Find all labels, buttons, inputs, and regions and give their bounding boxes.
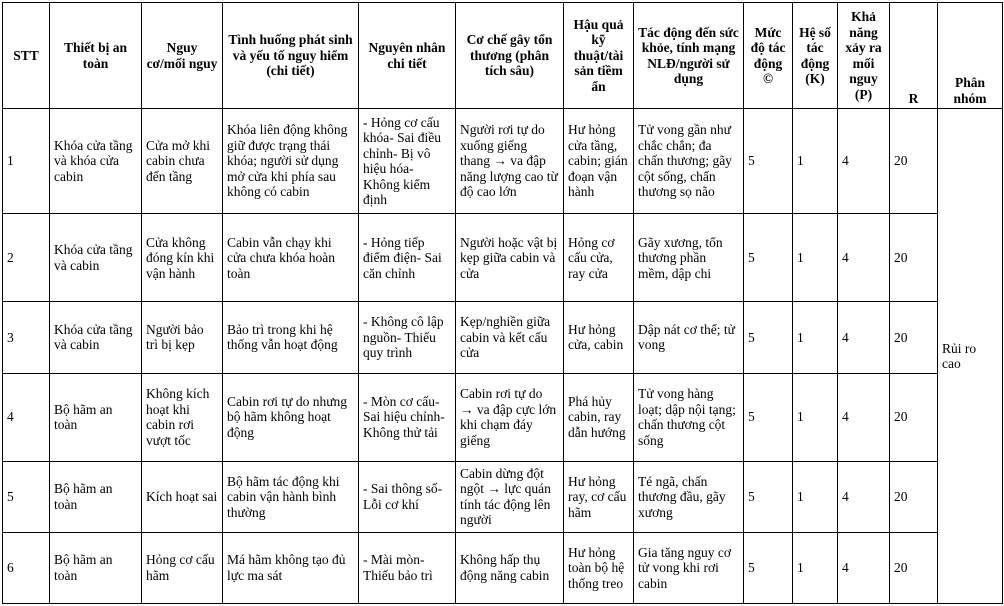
table-row <box>3 461 1003 532</box>
cell-device: Bộ hãm an toàn <box>50 461 142 532</box>
cell-technical: Hư hỏng toàn bộ hệ thống treo <box>564 532 634 603</box>
cell-probability: 4 <box>838 461 890 532</box>
cell-coef: 1 <box>793 461 838 532</box>
cell-hazard: Kích hoạt sai <box>142 461 223 532</box>
cell-device: Khóa cửa tầng và khóa cửa cabin <box>50 109 142 214</box>
cell-situation: Cabin vẫn chạy khi cửa chưa khóa hoàn toàn <box>223 214 359 302</box>
cell-cause: - Mài mòn- Thiếu bảo trì <box>359 532 456 603</box>
cell-severity: 5 <box>744 532 793 603</box>
cell-mechanism: Kẹp/nghiền giữa cabin và kết cấu cửa <box>456 302 564 373</box>
header-group: Phân nhóm <box>938 3 1003 109</box>
cell-device: Khóa cửa tầng và cabin <box>50 302 142 373</box>
cell-device: Bộ hãm an toàn <box>50 373 142 461</box>
header-hazard: Nguy cơ/mối nguy <box>142 3 223 109</box>
cell-probability: 4 <box>838 214 890 302</box>
cell-device: Khóa cửa tầng và cabin <box>50 214 142 302</box>
cell-health: Tử vong hàng loạt; dập nội tạng; chấn thương cột sống <box>634 373 744 461</box>
table-row <box>3 373 1003 461</box>
header-cause: Nguyên nhân chi tiết <box>359 3 456 109</box>
cell-coef: 1 <box>793 373 838 461</box>
cell-stt: 1 <box>3 109 50 214</box>
cell-severity: 5 <box>744 302 793 373</box>
cell-mechanism: Cabin rơi tự do → va đập cực lớn khi chạm đáy giếng <box>456 373 564 461</box>
cell-health: Tử vong gần như chắc chắn; đa chấn thương; gãy cột sống, chấn thương sọ não <box>634 109 744 214</box>
cell-situation: Má hãm không tạo đủ lực ma sát <box>223 532 359 603</box>
cell-r: 20 <box>890 532 938 603</box>
cell-hazard: Hỏng cơ cấu hãm <box>142 532 223 603</box>
cell-stt: 2 <box>3 214 50 302</box>
cell-cause: - Sai thông số- Lỗi cơ khí <box>359 461 456 532</box>
cell-probability: 4 <box>838 302 890 373</box>
cell-situation: Cabin rơi tự do nhưng bộ hãm không hoạt động <box>223 373 359 461</box>
cell-technical: Hư hỏng cửa, cabin <box>564 302 634 373</box>
cell-probability: 4 <box>838 532 890 603</box>
cell-stt: 5 <box>3 461 50 532</box>
cell-mechanism: Cabin dừng đột ngột → lực quán tính tác động lên người <box>456 461 564 532</box>
cell-cause: - Không cô lập nguồn- Thiếu quy trình <box>359 302 456 373</box>
cell-r: 20 <box>890 214 938 302</box>
cell-health: Té ngã, chấn thương đầu, gãy xương <box>634 461 744 532</box>
cell-hazard: Cửa không đóng kín khi vận hành <box>142 214 223 302</box>
cell-situation: Khóa liên động không giữ được trạng thái khóa; người sử dụng mở cửa khi phía sau không có cabin <box>223 109 359 214</box>
header-row <box>3 3 1003 109</box>
cell-r: 20 <box>890 109 938 214</box>
cell-stt: 4 <box>3 373 50 461</box>
cell-hazard: Không kích hoạt khi cabin rơi vượt tốc <box>142 373 223 461</box>
cell-r: 20 <box>890 302 938 373</box>
cell-r: 20 <box>890 373 938 461</box>
cell-hazard: Người bảo trì bị kẹp <box>142 302 223 373</box>
header-probability: Khả năng xảy ra mối nguy (P) <box>838 3 890 109</box>
header-r: R <box>890 3 938 109</box>
cell-cause: - Mòn cơ cấu- Sai hiệu chỉnh- Không thử tải <box>359 373 456 461</box>
cell-severity: 5 <box>744 461 793 532</box>
cell-technical: Hư hỏng ray, cơ cấu hãm <box>564 461 634 532</box>
cell-mechanism: Người hoặc vật bị kẹp giữa cabin và cửa <box>456 214 564 302</box>
cell-stt: 3 <box>3 302 50 373</box>
cell-situation: Bộ hãm tác động khi cabin vận hành bình thường <box>223 461 359 532</box>
cell-severity: 5 <box>744 373 793 461</box>
table-row <box>3 109 1003 214</box>
table-row <box>3 302 1003 373</box>
header-technical: Hậu quả kỹ thuật/tài sản tiềm ẩn <box>564 3 634 109</box>
cell-coef: 1 <box>793 214 838 302</box>
header-stt: STT <box>3 3 50 109</box>
cell-probability: 4 <box>838 373 890 461</box>
cell-technical: Hỏng cơ cấu cửa, ray cửa <box>564 214 634 302</box>
cell-technical: Phá hủy cabin, ray dẫn hướng <box>564 373 634 461</box>
cell-health: Gãy xương, tổn thương phần mềm, dập chi <box>634 214 744 302</box>
cell-severity: 5 <box>744 109 793 214</box>
cell-group: Rủi ro cao <box>938 109 1003 604</box>
cell-r: 20 <box>890 461 938 532</box>
cell-cause: - Hỏng cơ cấu khóa- Sai điều chỉnh- Bị vô hiệu hóa- Không kiểm định <box>359 109 456 214</box>
cell-health: Gia tăng nguy cơ tử vong khi rơi cabin <box>634 532 744 603</box>
table-row <box>3 214 1003 302</box>
cell-situation: Bảo trì trong khi hệ thống vẫn hoạt động <box>223 302 359 373</box>
cell-hazard: Cửa mở khi cabin chưa đến tầng <box>142 109 223 214</box>
risk-assessment-table <box>2 2 1003 604</box>
cell-mechanism: Không hấp thụ động năng cabin <box>456 532 564 603</box>
cell-coef: 1 <box>793 532 838 603</box>
header-coef: Hệ số tác động (K) <box>793 3 838 109</box>
header-situation: Tình huống phát sinh và yếu tố nguy hiểm (chi tiết) <box>223 3 359 109</box>
cell-stt: 6 <box>3 532 50 603</box>
cell-cause: - Hỏng tiếp điểm điện- Sai căn chỉnh <box>359 214 456 302</box>
header-mechanism: Cơ chế gây tổn thương (phân tích sâu) <box>456 3 564 109</box>
header-health: Tác động đến sức khỏe, tính mạng NLĐ/người sử dụng <box>634 3 744 109</box>
table-row <box>3 532 1003 603</box>
header-severity: Mức độ tác động © <box>744 3 793 109</box>
cell-severity: 5 <box>744 214 793 302</box>
cell-coef: 1 <box>793 302 838 373</box>
cell-technical: Hư hỏng cửa tầng, cabin; gián đoạn vận hành <box>564 109 634 214</box>
cell-probability: 4 <box>838 109 890 214</box>
cell-device: Bộ hãm an toàn <box>50 532 142 603</box>
cell-coef: 1 <box>793 109 838 214</box>
header-device: Thiết bị an toàn <box>50 3 142 109</box>
cell-health: Dập nát cơ thể; tử vong <box>634 302 744 373</box>
cell-mechanism: Người rơi tự do xuống giếng thang → va đập năng lượng cao từ độ cao lớn <box>456 109 564 214</box>
